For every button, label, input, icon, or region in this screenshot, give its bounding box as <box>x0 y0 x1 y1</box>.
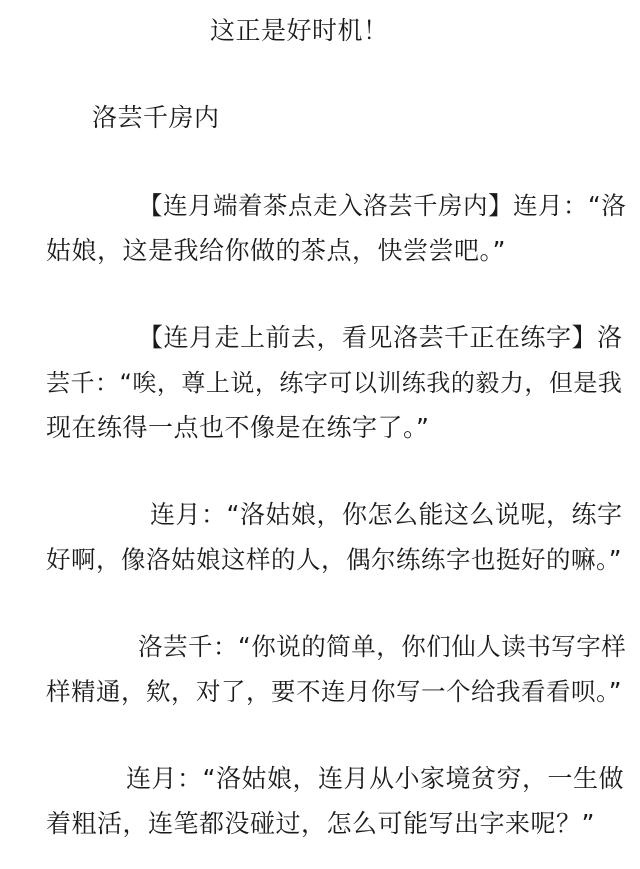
text-line-5: 【连月走上前去，看见洛芸千正在练字】洛 <box>138 323 623 352</box>
text-line-3: 【连月端着茶点走入洛芸千房内】连月：“洛 <box>138 191 627 220</box>
text-line-2: 洛芸千房内 <box>92 103 220 132</box>
text-line-12: 连月：“洛姑娘，连月从小家境贫穷，一生做 <box>126 764 624 793</box>
text-line-1: 这正是好时机！ <box>210 16 389 45</box>
text-line-7: 现在练得一点也不像是在练字了。” <box>46 413 430 442</box>
text-line-10: 洛芸千：“你说的简单，你们仙人读书写字样 <box>138 632 627 661</box>
text-line-4: 姑娘，这是我给你做的茶点，快尝尝吧。” <box>46 236 506 265</box>
text-line-8: 连月：“洛姑娘，你怎么能这么说呢，练字 <box>150 500 623 529</box>
text-line-13: 着粗活，连笔都没碰过，怎么可能写出字来呢？” <box>46 809 595 838</box>
text-line-11: 样精通，欸，对了，要不连月你写一个给我看看呗。” <box>46 677 622 706</box>
text-line-6: 芸千：“唉，尊上说，练字可以训练我的毅力，但是我 <box>46 369 623 397</box>
text-line-9: 好啊，像洛姑娘这样的人，偶尔练练字也挺好的嘛。” <box>46 545 622 574</box>
